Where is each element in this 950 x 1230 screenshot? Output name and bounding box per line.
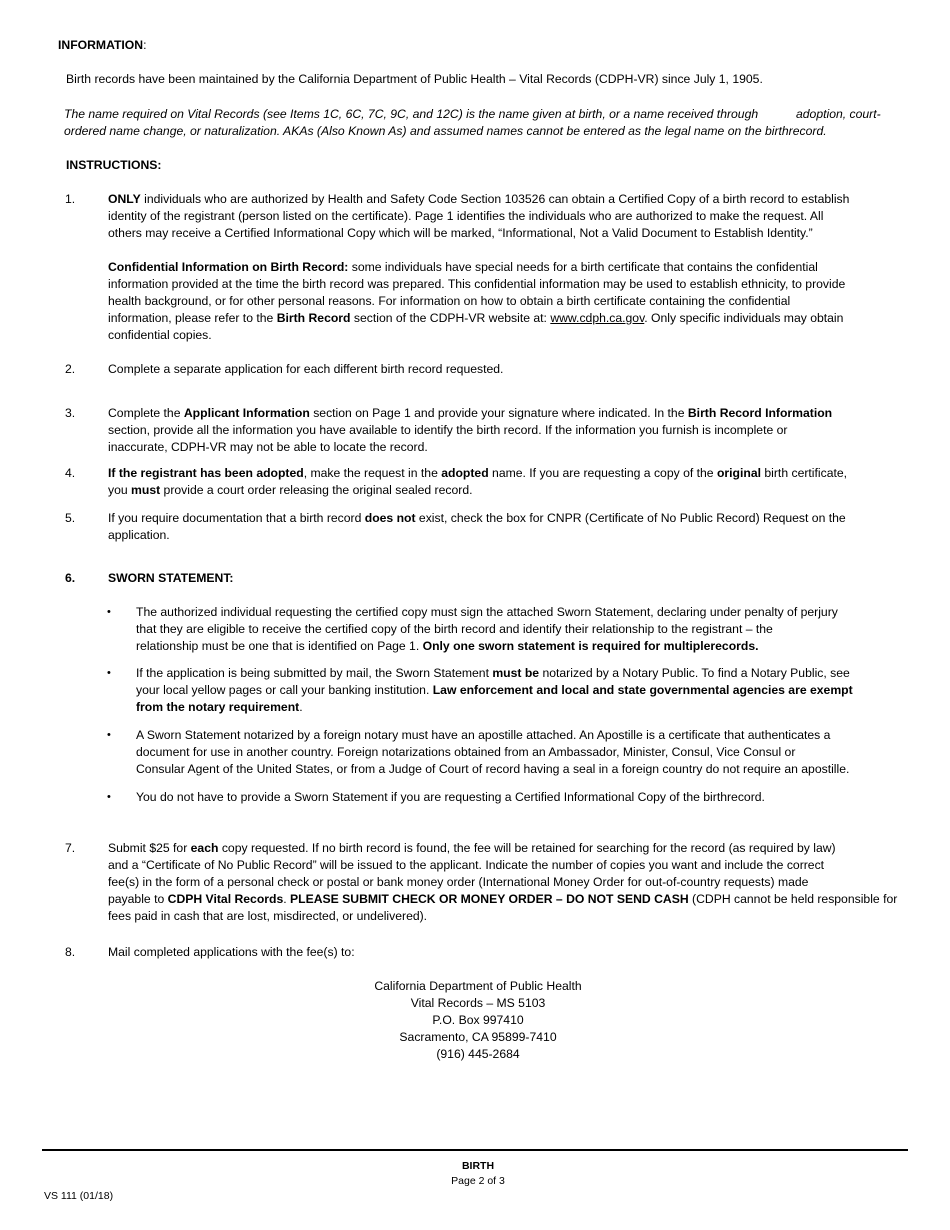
item-3-number: 3. — [65, 406, 76, 420]
item-5-text: If you require documentation that a birth record does not exist, check the box for CNPR (Certificate of No Public Record) Request on the application. — [108, 511, 846, 542]
sworn-bullet-4: You do not have to provide a Sworn Statement if you are requesting a Certified Informational Copy of the birthrecord. — [136, 790, 765, 804]
item-8-text: Mail completed applications with the fee(s) to: — [108, 945, 355, 959]
address-line: Vital Records – MS 5103 — [410, 996, 546, 1010]
cdph-website-link[interactable]: www.cdph.ca.gov — [550, 311, 645, 325]
footer-page-number: Page 2 of 3 — [451, 1175, 505, 1187]
item-4-number: 4. — [65, 466, 76, 480]
bullet-icon: • — [107, 606, 111, 618]
bullet-icon: • — [107, 729, 111, 741]
item-6-number: 6. — [65, 571, 76, 585]
item-8-number: 8. — [65, 945, 76, 959]
item-7-text: Submit $25 for each copy requested. If no birth record is found, the fee will be retained for searching for the record (as required by law) and a “Certificate of No Public Record” will be issued to the applicant. Indicate the number of copies you want and include the correct fee(s) in the form of a personal check or postal or bank money order (International Money Order for out-of-country requests) made payable to CDPH Vital Records. PLEASE SUBMIT CHECK OR MONEY ORDER – DO NOT SEND CASH (CDPH cannot be held responsible for fees paid in cash that are lost, misdirected, or undelivered). — [108, 841, 898, 923]
item-2-text: Complete a separate application for each different birth record requested. — [108, 362, 504, 376]
sworn-bullet-2: If the application is being submitted by mail, the Sworn Statement must be notarized by a Notary Public. To find a Notary Public, see your local yellow pages or call your banking institution. Law enforcement and local and state governmental agencies are exempt from the notary requirement. — [136, 666, 853, 714]
footer-title: BIRTH — [461, 1160, 495, 1172]
address-line: P.O. Box 997410 — [432, 1013, 524, 1027]
item-3-text: Complete the Applicant Information section on Page 1 and provide your signature where indicated. In the Birth Record Information section, provide all the information you have available to identify the birth record. If the information you furnish is incomplete or inaccurate, CDPH-VR may not be able to locate the record. — [108, 406, 833, 454]
sworn-statement-heading: SWORN STATEMENT: — [108, 571, 234, 585]
address-line: California Department of Public Health — [374, 979, 582, 993]
item-4-text: If the registrant has been adopted, make the request in the adopted name. If you are requesting a copy of the original birth certificate, you must provide a court order releasing the original sealed record. — [108, 466, 848, 497]
address-line: Sacramento, CA 95899-7410 — [399, 1030, 557, 1044]
bullet-icon: • — [107, 667, 111, 679]
confidential-information-paragraph: Confidential Information on Birth Record: some individuals have special needs for a birth certificate that contains the confidential information provided at the time the birth record was prepared. This confidential information may be used to establish ethnicity, to provide health background, or for other personal reasons. For information on how to obtain a birth certificate containing the confidential information, please refer to the Birth Record section of the CDPH-VR website at: www.cdph.ca.gov. Only specific individuals may obtain confidential copies. — [108, 260, 846, 342]
item-7-number: 7. — [65, 841, 76, 855]
item-5-number: 5. — [65, 511, 76, 525]
bullet-icon: • — [107, 791, 111, 803]
sworn-bullet-1: The authorized individual requesting the certified copy must sign the attached Sworn Statement, declaring under penalty of perjury that they are eligible to receive the certified copy of the birth record and identify their relationship to the registrant – the relationship must be one that is identified on Page 1. Only one sworn statement is required for multiplerecords. — [136, 605, 838, 653]
information-paragraph-2: The name required on Vital Records (see Items 1C, 6C, 7C, 9C, and 12C) is the name given at birth, or a name received through adoption, court- ordered name change, or naturalization. AKAs (Also Known As) and assumed names cannot be entered as the legal name on the birthrecord. — [64, 107, 881, 138]
phone-number: (916) 445-2684 — [436, 1047, 520, 1061]
sworn-bullet-3: A Sworn Statement notarized by a foreign notary must have an apostille attached. An Apostille is a certificate that authenticates a document for use in another country. Foreign notarizations obtained from an Ambassador, Minister, Consul, Vice Consul or Consular Agent of the United States, or from a Judge of Court of record having a seal in a foreign country do not require an apostille. — [136, 728, 850, 776]
information-heading: INFORMATION: — [58, 38, 147, 52]
instructions-heading: INSTRUCTIONS: — [66, 158, 162, 172]
mailing-address — [300, 978, 656, 1063]
information-paragraph-1: Birth records have been maintained by the California Department of Public Health – Vital Records (CDPH-VR) since July 1, 1905. — [66, 72, 763, 86]
form-id: VS 111 (01/18) — [44, 1190, 114, 1202]
item-2-number: 2. — [65, 362, 76, 376]
item-1-text: ONLY individuals who are authorized by Health and Safety Code Section 103526 can obtain a Certified Copy of a birth record to establish identity of the registrant (person listed on the certificate). Page 1 identifies the individuals who are authorized to make the request. All others may receive a Certified Informational Copy which will be marked, “Informational, Not a Valid Document to Establish Identity.” — [108, 192, 850, 240]
item-1-number: 1. — [65, 192, 76, 206]
footer-divider — [42, 1149, 908, 1151]
